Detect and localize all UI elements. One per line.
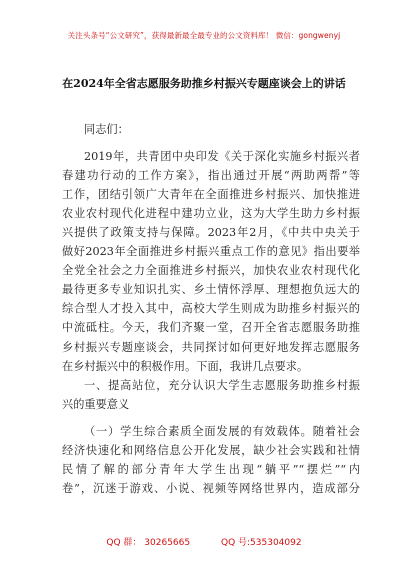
- paragraph-gap: [62, 414, 360, 422]
- section-heading: 一、提高站位，充分认识大学生志愿服务助推乡村振: [84, 378, 360, 392]
- qq-number-label: QQ 号:535304092: [220, 538, 302, 548]
- qq-group-label: QQ 群： 30265665: [106, 538, 191, 548]
- body-line: 经济快速化和网络信息公开化发展，缺少社会实践和社情: [62, 443, 360, 457]
- body-line: 工作，团结引领广大青年在全面推进乡村振兴、加快推进: [62, 188, 360, 202]
- section-heading: 兴的重要意义: [62, 397, 130, 411]
- document-title: 在2024年全省志愿服务助推乡村振兴专题座谈会上的讲话: [62, 77, 346, 90]
- body-line: 农业农村现代化进程中建功立业，这为大学生助力乡村振: [62, 207, 360, 221]
- body-line: 乡村振兴专题座谈会，共同探讨如何更好地发挥志愿服务: [62, 340, 360, 354]
- body-line: 中流砥柱。今天，我们齐聚一堂，召开全省志愿服务助推: [62, 321, 360, 335]
- body-line: 春建功行动的工作方案》，指出通过开展“两助两帮”等: [62, 169, 360, 183]
- body-line: 卷”，沉迷于游戏、小说、视频等网络世界内，造成部分: [62, 481, 360, 495]
- body-line: 做好2023年全面推进乡村振兴重点工作的意见》指出要举: [62, 245, 360, 259]
- body-line: 最待更多专业知识扎实、乡土情怀浮厚、理想抱负远大的: [62, 283, 360, 297]
- body-line: 2019年，共青团中央印发《关于深化实施乡村振兴者: [84, 150, 360, 164]
- paragraph-gap: [62, 139, 360, 147]
- body-line: 综合型人才投入其中，高校大学生则成为助推乡村振兴的: [62, 302, 360, 316]
- body-line: 民情了解的部分青年大学生出现“躺平”“摆烂”“内: [62, 462, 360, 476]
- promo-banner: 关注头条号“公文研究”，获得最新最全最专业的公文资料库！ 微信：gongwenyj: [67, 31, 341, 40]
- body-line: 全党全社会之力全面推进乡村振兴，加快农业农村现代化: [62, 264, 360, 278]
- body-line: 兴提供了政策支持与保障。2023年2月，《中共中央关于: [62, 226, 360, 240]
- footer-contact: [0, 535, 408, 548]
- document-body: [62, 120, 360, 498]
- body-line: （一）学生综合素质全面发展的有效载体。随着社会: [84, 424, 360, 438]
- body-line: 在乡村振兴中的积极作用。下面，我讲几点要求。: [62, 359, 309, 373]
- salutation: 同志们：: [84, 123, 129, 136]
